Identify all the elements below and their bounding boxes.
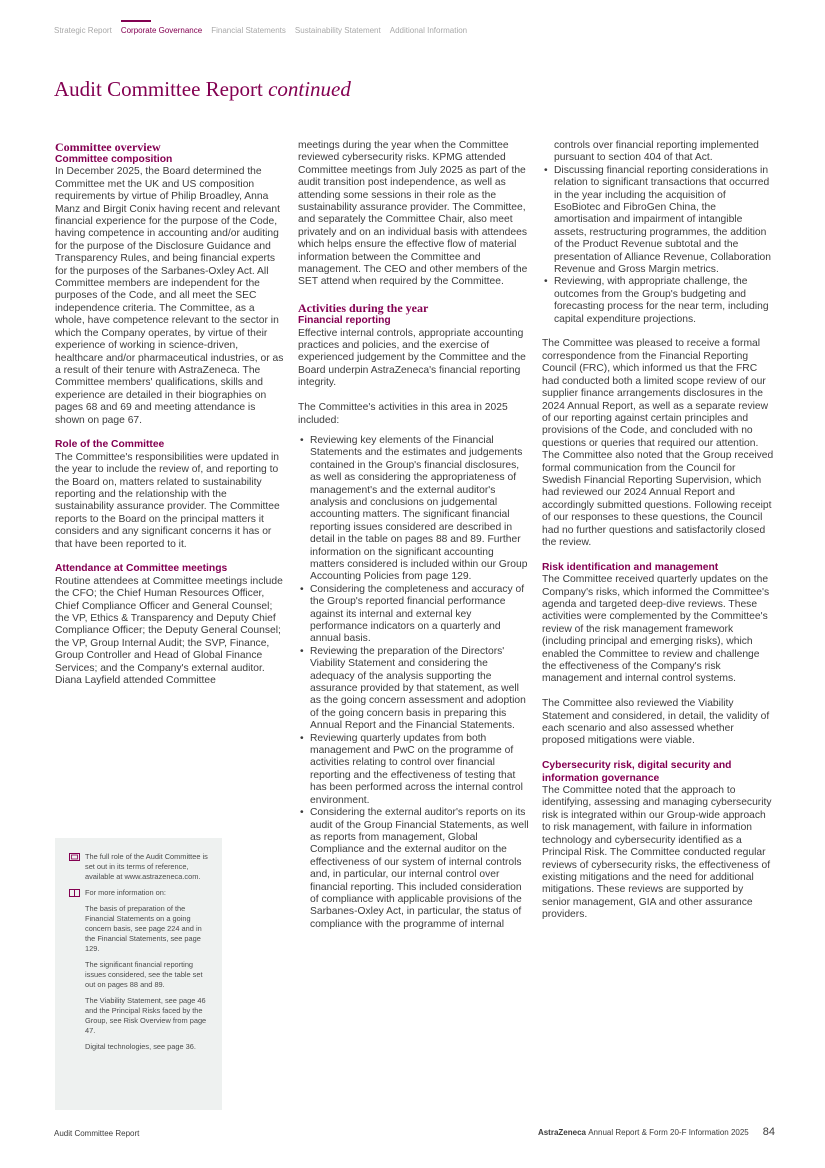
activities-list (298, 435, 530, 931)
info-box-item[interactable]: Digital technologies, see page 36. (85, 1042, 196, 1051)
list-item: • Considering the completeness and accuracy of the Group's reported financial performance against its internal and external key performance indicators on a quarterly and annual basis. (298, 584, 530, 646)
footer-report-title: Annual Report & Form 20-F Information 2025 (588, 1128, 749, 1137)
book-icon (69, 889, 80, 897)
info-box-reference-text: The full role of the Audit Committee is set out in its terms of reference, available at www.astrazeneca.com. (85, 852, 208, 881)
footer-report-info (538, 1126, 775, 1138)
activities-list-continued (542, 165, 774, 326)
viability-text: The Committee also reviewed the Viability Statement and considered, in detail, the validity of each scenario and also assessed whether proposed mitigations were viable. (542, 698, 770, 747)
committee-composition-heading: Committee composition (55, 154, 173, 165)
nav-additional-information[interactable]: Additional Information (389, 26, 468, 35)
info-box-item[interactable]: The significant financial reporting issues considered, see the table set out on pages 88 and 89. (85, 960, 203, 989)
nav-strategic-report[interactable]: Strategic Report (54, 26, 112, 35)
footer-brand: AstraZeneca (537, 1128, 586, 1137)
list-item: • Considering the external auditor's reports on its audit of the Group Financial Statements, as well as reports from management, Global Compliance and the external auditor on the effectiveness of our system of internal controls and, in particular, our internal control over financial reporting. This included consideration of compliance with applicable provisions of the Sarbanes-Oxley Act, in particular, the status of compliance with the programme of internal (298, 807, 530, 931)
info-box-item[interactable]: The basis of preparation of the Financial Statements on a going concern basis, see page 224 and in the Financial Statements, see page 129. (85, 904, 202, 953)
column-1 (55, 140, 287, 687)
activities-heading: Activities during the year (298, 301, 429, 316)
document-icon (69, 853, 80, 861)
role-text: The Committee's responsibilities were updated in the year to include the review of, and reporting to the Board on, matters related to sustainability reporting and the relationship with the sustainability assurance provider. The Committee reports to the Board on the principal matters it considers and any significant concerns it has or that have been reported to it. (55, 451, 280, 550)
cybersecurity-text: The Committee noted that the approach to identifying, assessing and managing cybersecurity risk is integrated within our Group-wide approach to risk management, with failure in information technology and cybersecurity identified as a Principal Risk. The Committee conducted regular reviews of cybersecurity risks, the effectiveness of existing mitigations and the need for additional mitigations. These reviews are supported by senior management, GIA and other assurance providers. (542, 785, 772, 921)
top-nav (54, 20, 476, 35)
committee-composition-text: In December 2025, the Board determined the Committee met the UK and US composition requirements by virtue of Philip Broadley, Anna Manz and Birgit Conix having recent and relevant financial experience for the purpose of the Code, having competence in accounting and/or auditing for the purpose of the Disclosure Guidance and Transparency Rules, and being financial experts for the purposes of the Sarbanes-Oxley Act. All Committee members are independent for the purposes of the Code, and all meet the SEC independence criteria. The Committee, as a whole, have competence relevant to the sector in which the Company operates, by virtue of their experience of working in science-driven, healthcare and/or pharmaceutical industries, or as a result of their tenure with AstraZeneca. The Committee members' qualifications, skills and experience are detailed in their biographies on pages 68 and 69 and meeting attendance is shown on page 67. (55, 166, 284, 426)
footer-section-name: Audit Committee Report (54, 1129, 140, 1138)
attendance-text: Routine attendees at Committee meetings include the CFO; the Chief Human Resources Officer, Chief Compliance Officer and General Counsel; the VP, Ethics & Transparency and Deputy Chief Compliance Officer; the Deputy General Counsel; the VP, Group Internal Audit; the SVP, Finance, Group Controller and Head of Global Finance Services; and the Company's external auditor. Diana Layfield attended Committee (55, 575, 283, 687)
attendance-continued-text: meetings during the year when the Committee reviewed cybersecurity risks. KPMG attended Committee meetings from July 2025 as part of the audit transition post independence, as well as attending some sessions in their role as the sustainability assurance provider. The Committee, and separately the Committee Chair, also meet privately and on an individual basis with attendees which helps ensure the effective flow of material information between the Committee and management. The CEO and other members of the SET attend when required by the Committee. (298, 140, 528, 288)
info-box-more-label: For more information on: (85, 888, 166, 897)
column-3 (542, 140, 774, 922)
risk-heading: Risk identification and management (542, 561, 719, 573)
column-2 (298, 140, 530, 931)
list-item: • Reviewing, with appropriate challenge, the outcomes from the Group's budgeting and forecasting process for the near term, including capital expenditure projections. (542, 276, 774, 326)
page-number: 84 (762, 1126, 775, 1138)
frc-text: The Committee was pleased to receive a formal correspondence from the Financial Reporting Council (FRC), which informed us that the FRC had conducted both a limited scope review of our supplier finance arrangements disclosures in the 2024 Annual Report, as well as a separate review of our reporting against certain principles and provisions of the Code, and concluded with no questions or queries that required our attention. The Committee also noted that the Group received formal communication from the Council for Swedish Financial Reporting Supervision, which had reviewed our 2024 Annual Report and accordingly submitted questions. Following receipt of our responses to these questions, the Council had no further questions and satisfactorily closed the review. (542, 338, 774, 548)
attendance-heading: Attendance at Committee meetings (55, 563, 228, 575)
page-title-main: Audit Committee Report (54, 77, 263, 101)
info-box-list (85, 904, 210, 1052)
nav-financial-statements[interactable]: Financial Statements (211, 26, 286, 35)
nav-corporate-governance[interactable]: Corporate Governance (121, 20, 202, 35)
activities-intro-text: The Committee's activities in this area in 2025 included: (298, 402, 508, 426)
info-box-more (69, 888, 210, 898)
activities-continued-text: controls over financial reporting implemented pursuant to section 404 of that Act. (554, 140, 759, 164)
info-box-item[interactable]: The Viability Statement, see page 46 and the Principal Risks faced by the Group, see Risk Overview from page 47. (85, 996, 207, 1035)
nav-sustainability-statement[interactable]: Sustainability Statement (294, 26, 381, 35)
page-title-continued: continued (268, 77, 351, 101)
committee-overview-heading: Committee overview (55, 140, 161, 154)
list-item: • Discussing financial reporting considerations in relation to significant transactions that occurred in the year including the acquisition of EsoBiotec and FibroGen China, the amortisation and impairment of intangible assets, restructuring programmes, the addition of the Product Revenue subtotal and the presentation of Alliance Revenue, Collaboration Revenue and Gross Margin metrics. (542, 165, 774, 277)
list-item: • Reviewing the preparation of the Directors' Viability Statement and considering the adequacy of the analysis supporting the assurance provided by that statement, as well as the going concern assessment and adoption of the going concern basis in preparing this Annual Report and the Financial Statements. (298, 646, 530, 733)
info-box (55, 838, 222, 1110)
financial-reporting-text: Effective internal controls, appropriate accounting practices and policies, and the exercise of experienced judgement by the Committee and the Board underpin AstraZeneca's financial reporting integrity. (298, 327, 526, 389)
page-title (54, 77, 351, 102)
info-box-reference (69, 852, 210, 882)
role-heading: Role of the Committee (55, 439, 165, 451)
list-item: • Reviewing key elements of the Financial Statements and the estimates and judgements contained in the Group's financial disclosures, as well as considering the appropriateness of management's and the external auditor's analysis and conclusions on judgemental accounting matters. The significant financial reporting issues considered are described in detail in the table on pages 88 and 89. Further information on the significant accounting matters considered is included within our Group Accounting Policies from page 129. (298, 435, 530, 584)
list-item: • Reviewing quarterly updates from both management and PwC on the programme of activities relating to control over financial reporting and the effectiveness of testing that has been performed across the internal control environment. (298, 733, 530, 807)
risk-text: The Committee received quarterly updates on the Company's risks, which informed the Committee's agenda and targeted deep-dive reviews. These activities were complemented by the Committee's review of the risk management framework (including principal and emerging risks), which enabled the Committee to review and challenge the effectiveness of the Company's risk management and internal control systems. (542, 574, 770, 685)
financial-reporting-heading: Financial reporting (298, 315, 391, 327)
cybersecurity-heading: Cybersecurity risk, digital security and information governance (542, 760, 732, 784)
